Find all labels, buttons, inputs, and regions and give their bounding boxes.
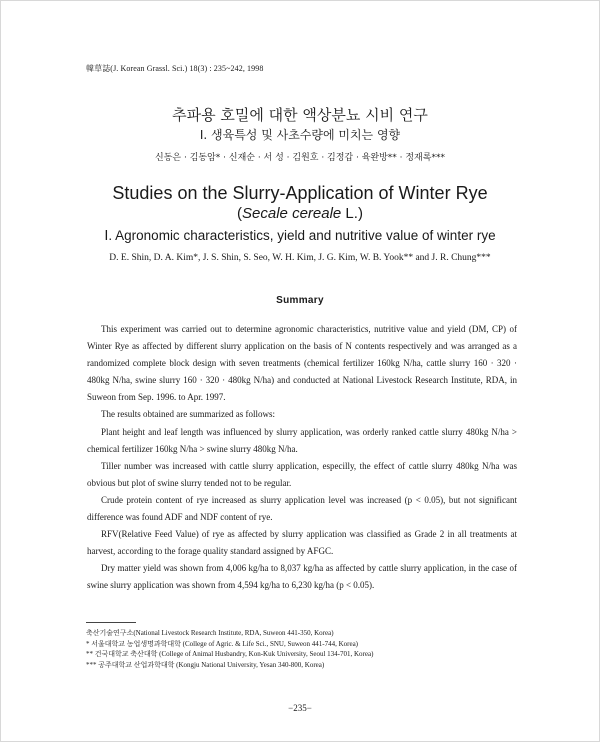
- korean-author-list: 신동은 · 김동암* · 신재순 · 서 성 · 김원호 · 김정갑 · 육완방** · 정재록***: [155, 153, 445, 163]
- english-title-line-1: Studies on the Slurry-Application of Winter Rye: [112, 183, 488, 203]
- summary-paragraph: RFV(Relative Feed Value) of rye as affected by slurry application was classified as Grade 2 in all treatments at harvest, according to the forage quality standard assigned by AFGC.: [87, 529, 517, 557]
- summary-paragraph: Tiller number was increased with cattle slurry application, especilly, the effect of cattle slurry 480kg N/ha was obvious but plot of swine slurry tended not to be regular.: [87, 460, 517, 488]
- footnote-affiliation: ** 건국대학교 축산대학 (College of Animal Husbandry, Kon-Kuk University, Seoul 134-701, Korea): [86, 650, 374, 659]
- english-author-list: D. E. Shin, D. A. Kim*, J. S. Shin, S. Seo, W. H. Kim, J. G. Kim, W. B. Yook** and J. R. Chung***: [109, 253, 491, 263]
- footnote-divider: [86, 622, 136, 623]
- footnote-affiliation: *** 공주대학교 산업과학대학 (Kongju National University, Yesan 340-800, Korea): [86, 661, 325, 670]
- summary-paragraph: Plant height and leaf length was influenced by slurry application, was orderly ranked cattle slurry 480kg N/ha > chemical fertilizer 160kg N/ha > swine slurry 480kg N/ha.: [87, 426, 517, 454]
- footnote-affiliation: 축산기술연구소(National Livestock Research Institute, RDA, Suweon 441-350, Korea): [86, 629, 334, 637]
- journal-citation: 韓草誌(J. Korean Grassl. Sci.) 18(3) : 235~242, 1998: [86, 64, 264, 73]
- scientific-name: Secale cereale: [242, 205, 342, 222]
- english-title-line-3: Ⅰ. Agronomic characteristics, yield and nutritive value of winter rye: [104, 228, 496, 243]
- english-title-line-2: [0, 205, 600, 222]
- summary-body: [87, 321, 517, 595]
- summary-heading: Summary: [276, 295, 324, 306]
- affiliation-footnotes: [86, 628, 373, 671]
- footnote-affiliation: * 서울대학교 농업생명과학대학 (College of Agric. & Life Sci., SNU, Suweon 441-744, Korea): [86, 639, 359, 648]
- summary-paragraph: Crude protein content of rye increased as slurry application level was increased (p < 0.05), but not significant difference was found ADF and NDF content of rye.: [87, 494, 517, 523]
- title-paren-close: L.): [341, 205, 363, 222]
- summary-paragraph: Dry matter yield was shown from 4,006 kg/ha to 8,037 kg/ha as affected by cattle slurry application, in the case of swine slurry application was shown from 4,594 kg/ha to 6,230 kg/ha (p < 0.05).: [87, 563, 517, 591]
- korean-title-line-1: 추파용 호밀에 대한 액상분뇨 시비 연구: [172, 106, 428, 124]
- summary-paragraph: This experiment was carried out to determine agronomic characteristics, nutritive value and yield (DM, CP) of Winter Rye as affected by different slurry application on the basis of N contents respectively and was arranged as a randomized complete block design with seven treatments (chemical fertilizer 160kg N/ha, cattle slurry 160 · 320 · 480kg N/ha, swine slurry 160 · 320 · 480kg N/ha) and conducted at National Livestock Research Institute, RDA, in Suweon from Sep. 1996. to Apr. 1997.: [87, 324, 517, 403]
- summary-paragraph: The results obtained are summarized as follows:: [101, 409, 275, 420]
- title-paren-open: (: [237, 205, 243, 222]
- korean-title-line-2: Ⅰ. 생육특성 및 사초수량에 미치는 영향: [199, 128, 401, 142]
- page-number: −235−: [288, 703, 312, 713]
